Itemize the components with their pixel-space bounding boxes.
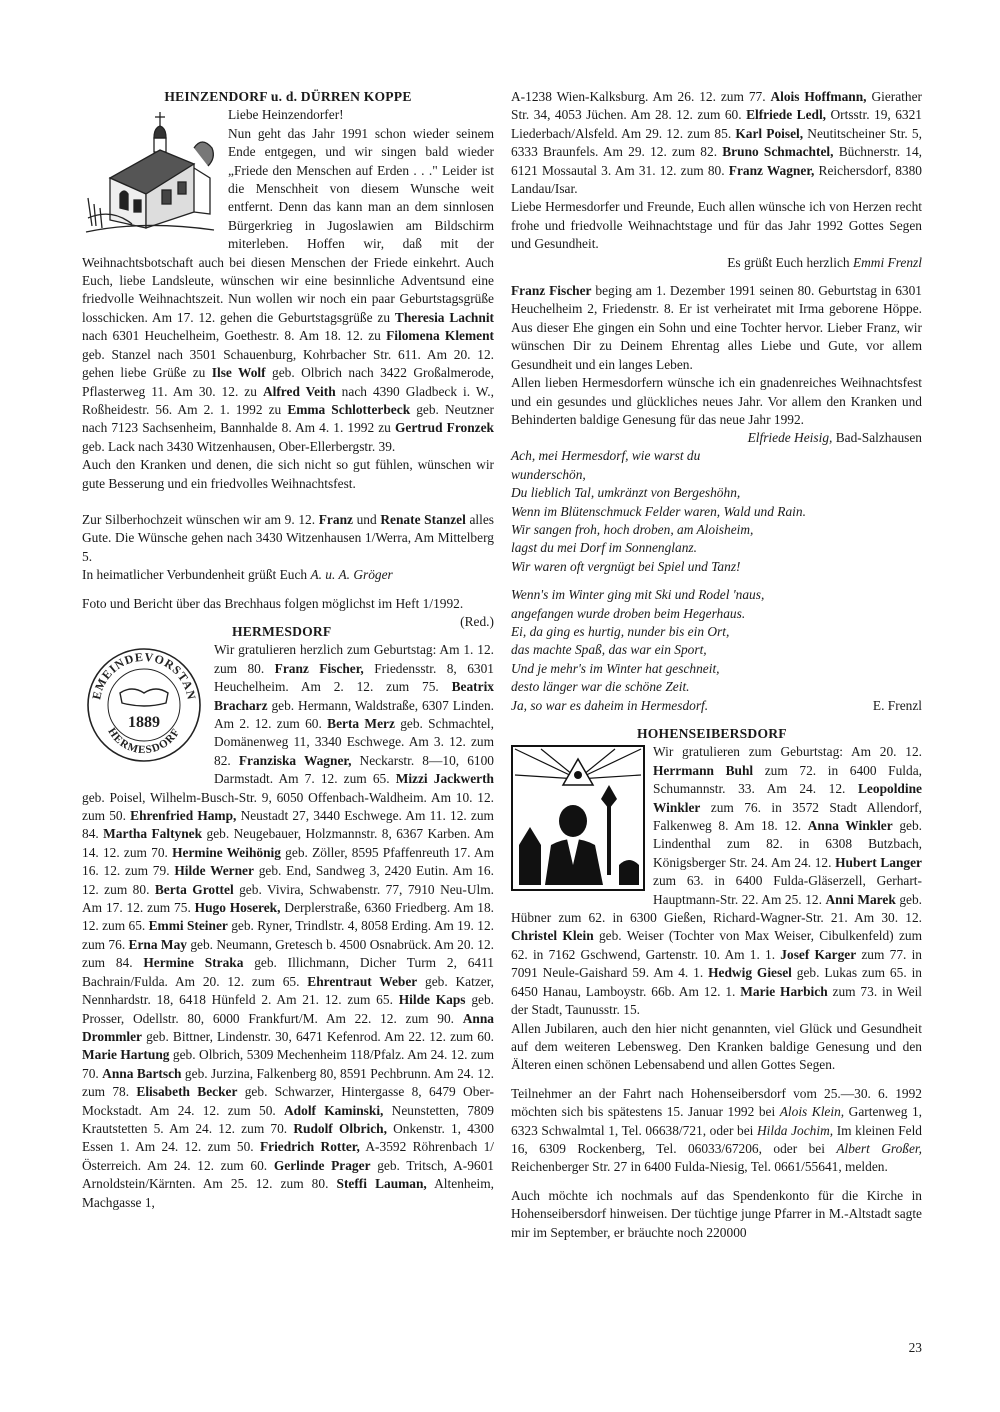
poem-line: Du lieblich Tal, umkränzt von Bergeshöhn,: [511, 485, 741, 501]
person-name: Leopoldine Winkler: [653, 781, 922, 815]
text-run: Friedensstr. 8, 6301 Heuchelheim. Am 2. 12. zum 75.: [214, 660, 494, 695]
person-name: Rudolf Olbrich,: [293, 1120, 387, 1136]
person-name: Hilde Werner: [174, 863, 254, 879]
text-run: Büchnerstr. 14, 6121 Mossautal 3. Am 31. 12. zum 80.: [511, 144, 922, 178]
person-name: Adolf Kaminski,: [284, 1102, 384, 1118]
person-name: Josef Karger: [780, 946, 857, 962]
closing-signature: A. u. A. Gröger: [310, 567, 393, 583]
text-run: geb. Vivira, Schwabenstr. 77, 7910 Neu-Ulm. Am 17. 12. zum 75.: [82, 881, 494, 916]
heisig-sig-place: Bad-Salzhausen: [832, 430, 922, 446]
person-name: Herrmann Buhl: [653, 762, 754, 778]
text-run: Reichersdorf, 8380 Landau/Isar.: [511, 162, 922, 197]
person-name: Anna Bartsch: [102, 1065, 182, 1081]
person-name: Steffi Lauman,: [336, 1176, 427, 1192]
text-run: Neunstetten, 7809 Krautstetten 5. Am 24. 12. zum 70.: [82, 1102, 494, 1136]
person-name: Franz Fischer,: [274, 660, 364, 676]
poem-last-line: Ja, so war es daheim in Hermesdorf.: [511, 697, 709, 713]
text-run: geb. Illichmann, Dicher Turm 2, 6411 Bachrain/Fulda. Am 20. 12. zum 65.: [82, 955, 494, 989]
hohenseibersdorf-donation: Auch möchte ich nochmals auf das Spendenkonto für die Kirche in Hohenseibersdorf hinweisen. Der tüchtige junge Pfarrer in M.-Altstadt sagte mir im September, er bräuchte noch 220000: [511, 1187, 922, 1240]
hermesdorf-christmas-wish: Liebe Hermesdorfer und Freunde, Euch allen wünsche ich von Herzen recht frohe und friedvolle Weihnachtstage und für das Jahr 1992 Gottes Segen und Gesundheit.: [511, 199, 922, 252]
silver-wedding-text: [82, 511, 494, 566]
person-name: Bruno Schmachtel,: [722, 144, 834, 160]
chapel-illustration: [82, 108, 220, 241]
seal-bottom-text: HERMESDORF: [105, 726, 183, 757]
text-run: Im kleinen Feld 16, 6309 Rockenberg, Tel. 06033/67206, oder bei: [511, 1122, 922, 1156]
person-name: Anni Marek: [825, 891, 896, 907]
photo-note-text: Foto und Bericht über das Brechhaus folgen möglichst im Heft 1/1992.: [82, 595, 464, 611]
person-name: Karl Poisel,: [735, 125, 804, 141]
text-run: geb. Neugebauer, Holzmannstr. 8, 6367 Karben. Am 14. 12. zum 70.: [82, 826, 494, 860]
text-run: beging am 1. Dezember 1991 seinen 80. Geburtstag in 6301 Heuchelheim 2, Friedenstr. 8. Er ist verheiratet mit Irma geborene Höppe. Aus dieser Ehe gingen ein Sohn und eine Tochter hervor. Lieber Franz, wir wünschen Dir zu Deinem Ehrentag alles Liebe und Gute, vor allem Gesundheit und ein langes Leben.: [511, 283, 922, 372]
contact-name: Alois Klein,: [779, 1104, 845, 1120]
right-column: [511, 88, 922, 1242]
poem-line: angefangen wurde droben beim Hegerhaus.: [511, 605, 746, 621]
text-run: A-1238 Wien-Kalksburg. Am 26. 12. zum 77.: [511, 89, 771, 104]
person-name: Ehrentraut Weber: [307, 973, 418, 989]
text-run: geb. Lindenthal zum 82. in 6308 Butzbach, Königsberger Str. 24. Am 24. 12.: [653, 818, 922, 870]
person-name: Franz Fischer: [511, 283, 592, 299]
text-run: Onkenstr. 1, 4300 Essen 1. Am 24. 12. zum 50.: [82, 1120, 494, 1155]
text-run: und: [352, 511, 381, 527]
poem-line: lagst du mei Dorf im Sonnenglanz.: [511, 540, 697, 556]
text-run: geb. Schwarzer, Hintergasse 8, 6479 Ober-Mockstadt. Am 24. 12. zum 50.: [82, 1084, 494, 1118]
person-name: Berta Grottel: [154, 881, 234, 897]
text-run: geb. Lack nach 3430 Witzenhausen, Ober-Ellerbergstr. 39.: [82, 438, 396, 454]
poem-line: Ach, mei Hermesdorf, wie warst du wunderschön,: [511, 448, 701, 482]
christmas-sig-name: Emmi Frenzl: [852, 254, 922, 270]
text-run: geb. Hübner zum 62. in 6300 Gießen, Richard-Wagner-Str. 21. Am 30. 12.: [511, 891, 923, 926]
handshake-icon: [120, 689, 168, 706]
text-run: geb. Ryner, Trindlstr. 4, 8058 Erding. Am 19. 12. zum 76.: [82, 918, 494, 952]
poem-line: Wenn im Blütenschmuck Felder waren, Wald und Rain.: [511, 503, 806, 519]
text-run: Ortsstr. 19, 6321 Liederbach/Alsfeld. Am 29. 12. zum 85.: [511, 107, 922, 141]
text-run: Neckarstr. 8—10, 6100 Darmstadt. Am 7. 12. zum 65.: [214, 752, 494, 787]
person-name: Marie Hartung: [82, 1047, 170, 1063]
seal-icon: [82, 643, 206, 767]
person-name: Elfriede Ledl,: [746, 107, 827, 123]
poem-line: desto länger war die schöne Zeit.: [511, 679, 690, 695]
photo-note: [82, 595, 494, 629]
text-run: Altenheim, Machgasse 1,: [82, 1176, 495, 1210]
heinzendorf-title: HEINZENDORF u. d. DÜRREN KOPPE: [164, 89, 412, 104]
person-name: Renate Stanzel: [380, 511, 466, 527]
person-name: Anna Winkler: [807, 818, 893, 834]
text-run: geb. Poisel, Wilhelm-Busch-Str. 9, 6050 Offenbach-Waldheim. Am 10. 12. zum 50.: [82, 789, 494, 824]
text-run: nach 4390 Gladbeck i. W., Roßheidestr. 56. Am 2. 1. 1992 zu: [82, 383, 494, 417]
text-run: Wir gratulieren herzlich zum Geburtstag: Am 1. 12. zum 80.: [214, 642, 494, 676]
text-run: zum 72. in 6400 Fulda, Schumannstr. 33. Am 24. 12.: [653, 762, 922, 797]
poem-line: Ei, da ging es hurtig, nunder bis ein Ort,: [511, 623, 730, 639]
text-run: A-3592 Röhrenbach 1/Österreich. Am 24. 12. zum 60.: [82, 1139, 494, 1173]
person-name: Emma Schlotterbeck: [287, 401, 411, 417]
heinzendorf-sick-wishes: Auch den Kranken und denen, die sich nicht so gut fühlen, wünschen wir gute Besserung und ein friedvolles Weihnachtsfest.: [82, 457, 494, 491]
text-run: Teilnehmer an der Fahrt nach Hohenseibersdorf vom 25.—30. 6. 1992 möchten sich bis spätestens 15. Januar 1992 bei: [511, 1085, 922, 1120]
hohenseibersdorf-title: HOHENSEIBERSDORF: [637, 726, 787, 741]
text-run: Neutitscheiner Str. 5, 6333 Braunfels. Am 29. 12. zum 82.: [511, 125, 922, 160]
poem-line: Wenn's im Winter ging mit Ski und Rodel 'naus,: [511, 587, 765, 603]
person-name: Ehrenfried Hamp,: [130, 808, 237, 824]
poem-line: Wir sangen froh, hoch droben, am Aloisheim,: [511, 521, 754, 537]
person-name: Hermine Weihönig: [172, 844, 281, 860]
text-run: Neustadt 27, 3440 Eschwege. Am 11. 12. zum 84.: [82, 808, 494, 842]
text-run: geb. Neutzner nach 7123 Sachsenheim, Bannhalde 8. Am 4. 1. 1992 zu: [82, 401, 495, 436]
heinzendorf-greeting: Liebe Heinzendorfer!: [228, 107, 344, 123]
contact-name: Hilda Jochim,: [757, 1122, 834, 1138]
text-run: zum 63. in 6400 Fulda-Gläserzell, Gerhart-Hauptmann-Str. 22. Am 25. 12.: [653, 873, 922, 907]
text-run: geb. Olbrich nach 3422 Großalmerode, Pflasterweg 11. Am 30. 12. zu: [82, 365, 494, 399]
hohenseibersdorf-trip: [511, 1085, 922, 1177]
text-run: alles Gute. Die Wünsche gehen nach 3430 Witzenhausen 1/Werra, Am Mittelberg 5.: [82, 511, 495, 564]
hermesdorf-title: HERMESDORF: [232, 623, 332, 639]
text-run: geb. End, Sandweg 3, 2420 Eutin. Am 16. 12. zum 80.: [82, 863, 494, 897]
text-run: geb. Neumann, Gretesch b. 4500 Osnabrück. Am 20. 12. zum 84.: [82, 936, 494, 971]
text-run: geb. Hermann, Waldstraße, 6307 Linden. Am 2. 12. zum 60.: [214, 697, 494, 731]
text-run: geb. Schmachtel, Domänenweg 11, 3340 Eschwege. Am 3. 12. zum 82.: [214, 716, 494, 768]
left-column: [82, 88, 494, 1212]
person-name: Franz: [318, 511, 353, 527]
person-name: Hugo Hoserek,: [194, 900, 281, 916]
person-name: Ilse Wolf: [211, 365, 266, 381]
person-name: Emmi Steiner: [148, 918, 228, 934]
text-run: Zur Silberhochzeit wünschen wir am 9. 12.: [82, 511, 319, 527]
person-name: Anna Drommler: [82, 1010, 494, 1044]
person-name: Christel Klein: [511, 928, 594, 944]
text-run: geb. Prosser, Odellstr. 80, 6000 Frankfurt/M. Am 22. 12. zum 90.: [82, 992, 494, 1026]
hermesdorf-body-continued: [511, 88, 922, 198]
heisig-wish: [511, 374, 922, 446]
hermesdorf-christmas-signature: [511, 254, 922, 272]
person-name: Marie Harbich: [740, 983, 828, 999]
person-name: Beatrix Bracharz: [214, 679, 494, 713]
person-name: Gerlinde Prager: [273, 1157, 371, 1173]
text-run: Reichenberger Str. 27 in 6400 Fulda-Niesig, Tel. 0661/55641, melden.: [511, 1159, 888, 1175]
hohenseibersdorf-jubilee: Allen Jubilaren, auch den hier nicht genannten, viel Glück und Gesundheit auf dem weiteren Lebensweg. Den Kranken baldige Genesung und den Älteren einen schönen Lebensabend und allen Gottes Segen.: [511, 1020, 922, 1073]
page-number: 23: [908, 1340, 922, 1355]
person-name: Friedrich Rotter,: [259, 1139, 360, 1155]
heisig-wish-text: Allen lieben Hermesdorfern wünsche ich ein gnadenreiches Weihnachtsfest und ein gesundes und glückliches neues Jahr. Vor allem den Kranken und Behinderten baldige Genesung für das neue Jahr 1992.: [511, 375, 922, 427]
text-run: geb. Tritsch, A-9601 Arnoldstein/Kärnten. Am 25. 12. zum 80.: [82, 1157, 494, 1192]
text-run: geb. Weiser (Tochter von Max Weiser, Cibulkenfeld) zum 62. in 7162 Gschwend, Gartenstr. 10. Am 1. 1.: [511, 928, 922, 962]
poem-stanza-2: [511, 586, 922, 696]
person-name: Theresia Lachnit: [394, 309, 494, 325]
person-name: Franziska Wagner,: [238, 752, 352, 768]
heinzendorf-closing: [82, 566, 494, 584]
hermesdorf-seal: [82, 643, 206, 772]
text-run: geb. Stanzel nach 3501 Schauenburg, Kohrbacher Str. 611. Am 20. 12. gehen liebe Grüße zu: [82, 346, 494, 381]
person-name: Hermine Straka: [143, 955, 244, 971]
poem-line: das machte Spaß, das war ein Sport,: [511, 642, 707, 658]
seal-top-text: EMEINDEVORSTAN: [89, 650, 199, 702]
text-run: geb. Lukas zum 65. in 6450 Hanau, Lamboystr. 66b. Am 12. 1.: [511, 965, 922, 999]
person-name: Gertrud Fronzek: [394, 420, 494, 436]
christmas-sig-text: Es grüßt Euch herzlich: [727, 254, 853, 270]
text-run: Wir gratulieren zum Geburtstag: Am 20. 12.: [653, 744, 922, 760]
person-name: Hilde Kaps: [398, 992, 466, 1008]
closing-text: In heimatlicher Verbundenheit grüßt Euch: [82, 567, 311, 583]
photo-note-signature: (Red.): [460, 613, 494, 629]
person-name: Franz Wagner,: [728, 162, 815, 178]
text-run: zum 73. in Weil der Stadt, Taunusstr. 15.: [511, 983, 923, 1018]
person-name: Mizzi Jackwerth: [395, 771, 495, 787]
poem-author: E. Frenzl: [872, 697, 922, 713]
seal-year: 1889: [128, 714, 160, 732]
text-run: Gierather Str. 34, 4053 Jüchen. Am 28. 12. zum 60.: [511, 89, 922, 123]
text-run: zum 76. in 3572 Stadt Allendorf, Falkenweg 8. Am 18. 12.: [653, 799, 922, 834]
contact-name: Albert Großer,: [836, 1140, 922, 1156]
text-run: geb. Bittner, Lindenstr. 30, 6471 Kefenrod. Am 22. 12. zum 60.: [141, 1028, 494, 1044]
person-name: Alfred Veith: [262, 383, 336, 399]
poem-line: Wir waren oft vergnügt bei Spiel und Tanz!: [511, 558, 741, 574]
text-run: geb. Jurzina, Falkenberg 80, 8591 Pechbrunn. Am 24. 12. zum 78.: [82, 1065, 494, 1100]
poem-line: Und je mehr's im Winter hat geschneit,: [511, 660, 720, 676]
text-run: Nun geht das Jahr 1991 schon wieder seinem Ende entgegen, und wir singen bald wieder „Friede den Menschen auf Erden . . ." Leider ist die Menschheit von diesem Wunsche weit entfernt. Denn das kann man an dem sinnlosen Bürgerkrieg in Jugoslawien am Bildschirm miterleben. Hoffen wir, daß mit der Weihnachtsbotschaft auch bei diesen Menschen der Friede einkehrt. Auch Euch, liebe Landsleute, wünschen wir eine besinnliche Adventsund eine friedvolle Weihnachtszeit. Nun wollen wir noch ein paar Geburtstagsgrüße losschicken. Am 17. 12. gehen die Geburtstagsgrüße zu: [82, 125, 494, 325]
priest-woodcut-icon: [511, 745, 645, 891]
hermesdorf-poem: [511, 447, 922, 715]
chapel-icon: [82, 108, 220, 236]
text-run: geb. Katzer, Nennhardstr. 18, 6418 Hünfeld 2. Am 21. 12. zum 65.: [82, 973, 495, 1008]
poem-stanza-1: [511, 447, 922, 576]
person-name: Hedwig Giesel: [708, 965, 792, 981]
text-run: Gartenweg 1, 6323 Schwalmtal 1, Tel. 06638/721, oder bei: [511, 1104, 922, 1138]
person-name: Hubert Langer: [835, 854, 922, 870]
person-name: Elisabeth Becker: [136, 1084, 238, 1100]
text-run: zum 77. in 7091 Neule-Gaishard 59. Am 4. 1.: [511, 946, 922, 981]
heisig-signature: [748, 429, 922, 447]
text-run: Derplerstraße, 6360 Friedberg. Am 18. 12. zum 65.: [82, 900, 495, 934]
person-name: Berta Merz: [327, 716, 395, 731]
person-name: Erna May: [128, 936, 187, 952]
text-run: geb. Zöller, 8595 Pfaffenreuth 17. Am 16. 12. zum 79.: [82, 844, 494, 879]
text-run: nach 6301 Heuchelheim, Goethestr. 8. Am 18. 12. zu: [82, 328, 387, 344]
person-name: Filomena Klement: [386, 328, 494, 344]
person-name: Alois Hoffmann,: [770, 89, 867, 104]
person-name: Martha Faltynek: [103, 826, 203, 842]
text-run: geb. Olbrich, 5309 Mechenheim 118/Pfalz. Am 24. 12. zum 70.: [82, 1047, 494, 1081]
heisig-sig-name: Elfriede Heisig,: [747, 430, 833, 446]
fischer-birthday: [511, 282, 922, 374]
woodcut-illustration: [511, 745, 645, 896]
